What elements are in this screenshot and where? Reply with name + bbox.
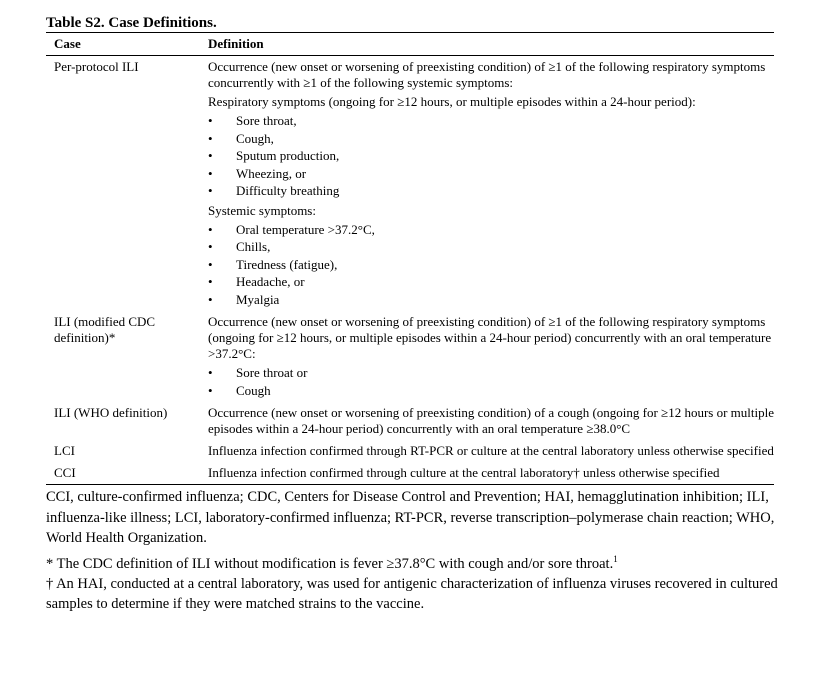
reference-superscript: 1 — [613, 553, 618, 564]
list-item — [208, 130, 774, 148]
cdc-footnote — [46, 549, 806, 574]
cdc-footnote-text: * The CDC definition of ILI without modification is fever ≥37.8°C with cough and/or sore throat. — [46, 555, 614, 572]
bullet: • — [208, 221, 213, 237]
hai-footnote: † An HAI, conducted at a central laboratory, was used for antigenic characterization of influenza viruses recovered in cultured samples to determine if they were matched strains to the vaccine. — [46, 575, 778, 613]
list-item-text: Sore throat or — [236, 365, 308, 380]
table-title: Table S2. Case Definitions. — [46, 15, 217, 31]
list-item-text: Cough — [236, 382, 271, 398]
list-item-text: Sputum production, — [236, 148, 340, 163]
definition-cell — [200, 311, 774, 402]
definition-cell — [200, 56, 774, 312]
bullet: • — [208, 365, 213, 380]
case-cell: Per-protocol ILI — [54, 59, 139, 74]
definition-intro: Occurrence (new onset or worsening of preexisting condition) of ≥1 of the following respiratory symptoms (ongoing for ≥12 hours, or multiple episodes within a 24-hour period) concurrently with an oral temperature >37.2°C: — [208, 314, 772, 361]
list-item-text: Tiredness (fatigue), — [236, 256, 338, 272]
list-item-text: Oral temperature >37.2°C, — [236, 221, 375, 237]
case-cell: ILI (WHO definition) — [54, 405, 168, 420]
bullet: • — [208, 113, 213, 128]
list-item-text: Chills, — [236, 239, 271, 254]
table-row — [46, 56, 774, 312]
list-item — [208, 382, 774, 400]
list-item-text: Myalgia — [236, 291, 280, 307]
systemic-heading: Systemic symptoms: — [208, 202, 316, 218]
list-item — [208, 182, 774, 200]
case-definitions-table — [46, 32, 774, 485]
list-item — [208, 221, 774, 239]
case-cell: LCI — [54, 443, 75, 458]
definition-cell: Influenza infection confirmed through culture at the central laboratory† unless otherwise specified — [208, 465, 720, 480]
table-footnotes — [46, 487, 806, 615]
abbreviations-note: CCI, culture-confirmed influenza; CDC, Centers for Disease Control and Prevention; HAI, hemagglutination inhibition; ILI, influenza-like illness; LCI, laboratory-confirmed influenza; RT-PCR, reverse transcription–polymerase chain reaction; WHO, World Health Organization. — [46, 489, 775, 546]
case-cell: ILI (modified CDC definition)* — [54, 314, 156, 345]
list-item — [208, 291, 774, 309]
list-item — [208, 256, 774, 274]
bullet: • — [208, 291, 213, 307]
bullet: • — [208, 148, 213, 163]
list-item — [208, 238, 774, 256]
list-item — [208, 112, 774, 130]
table-row — [46, 311, 774, 402]
document-page — [46, 14, 806, 615]
table-header-row — [46, 33, 774, 56]
definition-intro: Occurrence (new onset or worsening of preexisting condition) of ≥1 of the following respiratory symptoms concurrently with ≥1 of the following systemic symptoms: — [208, 59, 766, 90]
table-row — [46, 462, 774, 485]
respiratory-heading: Respiratory symptoms (ongoing for ≥12 hours, or multiple episodes within a 24-hour period): — [208, 94, 696, 109]
bullet: • — [208, 165, 213, 181]
case-cell: CCI — [54, 465, 76, 480]
bullet: • — [208, 239, 213, 254]
list-item-text: Wheezing, or — [236, 165, 307, 181]
list-item-text: Difficulty breathing — [236, 183, 340, 198]
list-item — [208, 364, 774, 382]
list-item — [208, 147, 774, 165]
bullet: • — [208, 274, 213, 289]
definition-cell: Influenza infection confirmed through RT-PCR or culture at the central laboratory unless otherwise specified — [208, 443, 774, 458]
systemic-list — [208, 221, 774, 309]
definition-cell: Occurrence (new onset or worsening of preexisting condition) of a cough (ongoing for ≥12 hours or multiple episodes within a 24-hour period) concurrently with an oral temperature ≥38.0°C — [208, 405, 774, 436]
table-row — [46, 402, 774, 440]
bullet: • — [208, 256, 213, 272]
list-item-text: Headache, or — [236, 274, 305, 289]
list-item — [208, 165, 774, 183]
bullet: • — [208, 382, 213, 398]
symptom-list — [208, 364, 774, 399]
list-item-text: Cough, — [236, 130, 274, 146]
header-case: Case — [54, 36, 81, 51]
bullet: • — [208, 130, 213, 146]
table-row — [46, 440, 774, 462]
list-item — [208, 273, 774, 291]
respiratory-list — [208, 112, 774, 200]
header-definition: Definition — [208, 36, 264, 51]
list-item-text: Sore throat, — [236, 113, 297, 128]
bullet: • — [208, 183, 213, 198]
